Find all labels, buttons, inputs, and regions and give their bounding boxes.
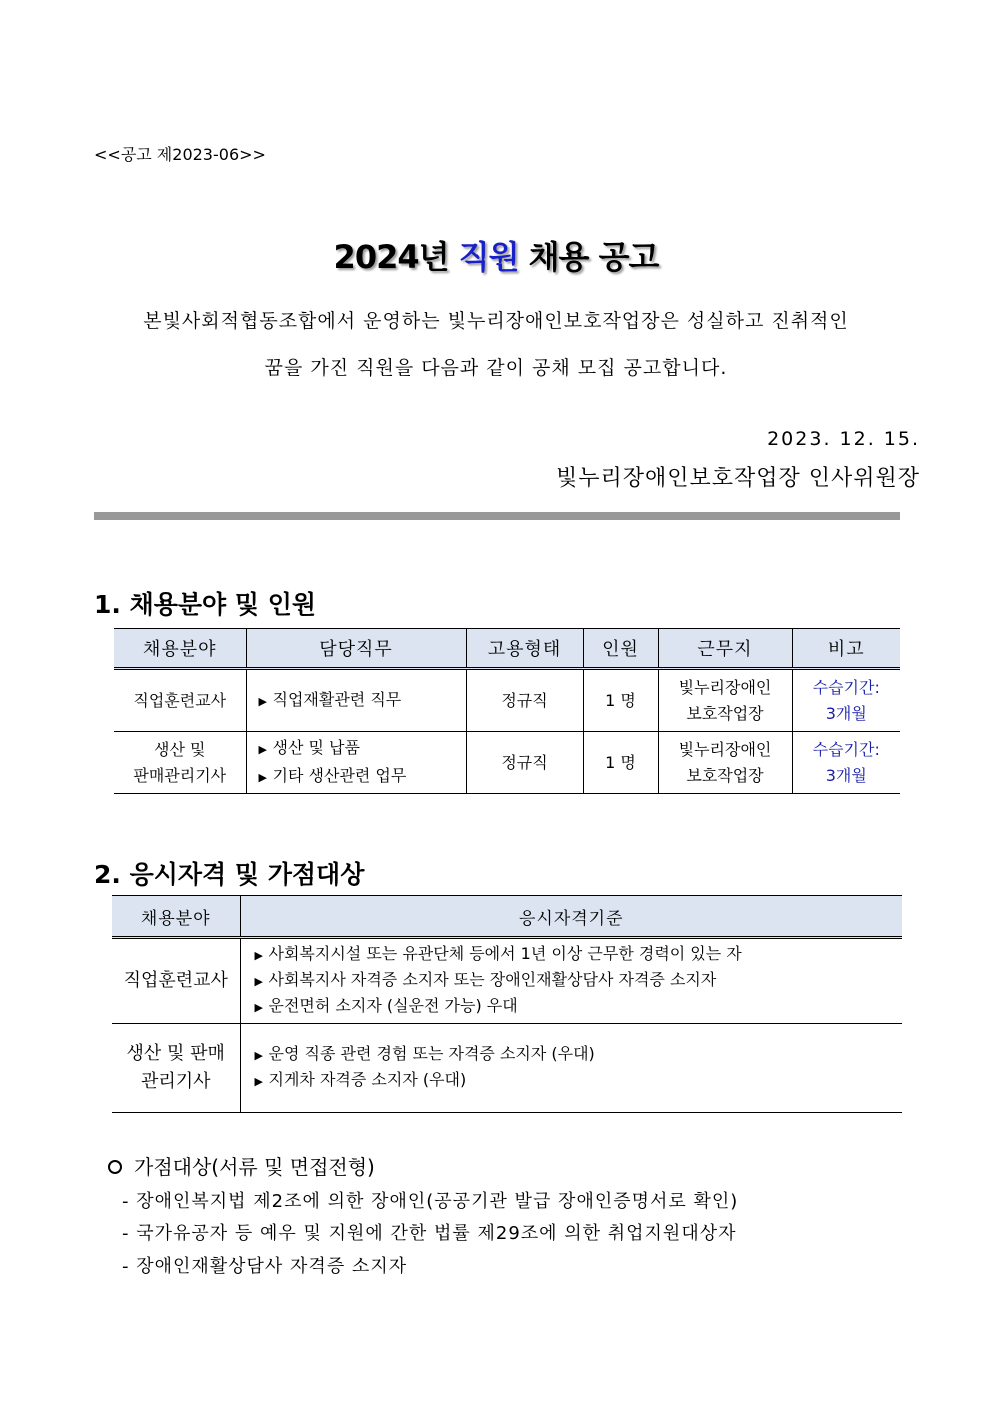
title-highlight: 직원 <box>458 238 519 276</box>
triangle-bullet-icon: ▶ <box>254 949 263 962</box>
circle-bullet-icon <box>108 1160 122 1174</box>
recruitment-table <box>114 628 900 794</box>
criteria-cell: ▶ 사회복지시설 또는 유관단체 등에서 1년 이상 근무한 경력이 있는 자 ▶ 사회복지사 자격증 소지자 또는 장애인재활상담사 자격증 소지자 ▶ 운전면허 소지자 (실운전 가능) 우대 <box>240 938 902 1024</box>
triangle-bullet-icon: ▶ <box>258 694 267 708</box>
triangle-bullet-icon: ▶ <box>254 1001 263 1014</box>
header-cell: 응시자격기준 <box>240 896 902 938</box>
header-cell: 인원 <box>583 629 658 669</box>
table-row <box>112 1024 902 1113</box>
header-cell: 채용분야 <box>112 896 240 938</box>
intro-line-1: 본빛사회적협동조합에서 운영하는 빛누리장애인보호작업장은 성실하고 진취적인 <box>143 310 849 332</box>
type-cell: 정규직 <box>466 669 583 732</box>
duty-cell: ▶ 생산 및 납품 ▶ 기타 생산관련 업무 <box>246 732 466 794</box>
list-item: - 장애인재활상담사 자격증 소지자 <box>122 1256 408 1277</box>
duty-cell: ▶ 직업재활관련 직무 <box>246 669 466 732</box>
signer: 빛누리장애인보호작업장 인사위원장 <box>555 466 920 491</box>
title-year: 2024년 <box>333 238 449 276</box>
bonus-heading: 가점대상(서류 및 면접전형) <box>108 1151 375 1180</box>
triangle-bullet-icon: ▶ <box>254 1075 263 1088</box>
divider <box>94 512 900 520</box>
table-row <box>112 938 902 1024</box>
type-cell: 정규직 <box>466 732 583 794</box>
table-row <box>114 732 900 794</box>
field-cell: 직업훈련교사 <box>114 669 246 732</box>
field-cell: 직업훈련교사 <box>112 938 240 1024</box>
header-cell: 근무지 <box>658 629 792 669</box>
location-cell: 빛누리장애인 보호작업장 <box>658 732 792 794</box>
field-cell: 생산 및 판매관리기사 <box>114 732 246 794</box>
triangle-bullet-icon: ▶ <box>258 742 267 756</box>
count-cell: 1 명 <box>583 669 658 732</box>
header-cell: 고용형태 <box>466 629 583 669</box>
location-cell: 빛누리장애인 보호작업장 <box>658 669 792 732</box>
table-row <box>114 669 900 732</box>
table-header-row <box>112 896 902 938</box>
header-cell: 담당직무 <box>246 629 466 669</box>
notice-number: <<공고 제2023-06>> <box>94 145 266 164</box>
intro-line-2: 꿈을 가진 직원을 다음과 같이 공채 모집 공고합니다. <box>264 357 728 379</box>
section2-heading: 2. 응시자격 및 가점대상 <box>94 860 365 889</box>
triangle-bullet-icon: ▶ <box>258 770 267 784</box>
criteria-cell: ▶ 운영 직종 관련 경험 또는 자격증 소지자 (우대) ▶ 지게차 자격증 소지자 (우대) <box>240 1024 902 1113</box>
header-cell: 채용분야 <box>114 629 246 669</box>
section1-heading: 1. 채용분야 및 인원 <box>94 590 317 619</box>
note-cell: 수습기간: 3개월 <box>792 732 900 794</box>
page-title <box>0 232 992 278</box>
header-cell: 비고 <box>792 629 900 669</box>
note-cell: 수습기간: 3개월 <box>792 669 900 732</box>
title-rest: 채용 공고 <box>528 238 659 276</box>
triangle-bullet-icon: ▶ <box>254 975 263 988</box>
field-cell: 생산 및 판매 관리기사 <box>112 1024 240 1113</box>
triangle-bullet-icon: ▶ <box>254 1049 263 1062</box>
list-item: - 장애인복지법 제2조에 의한 장애인(공공기관 발급 장애인증명서로 확인) <box>122 1191 739 1212</box>
list-item: - 국가유공자 등 예우 및 지원에 간한 법률 제29조에 의한 취업지원대상자 <box>122 1223 737 1244</box>
table-header-row <box>114 629 900 669</box>
notice-date: 2023. 12. 15. <box>767 428 920 450</box>
qualification-table <box>112 895 902 1113</box>
count-cell: 1 명 <box>583 732 658 794</box>
